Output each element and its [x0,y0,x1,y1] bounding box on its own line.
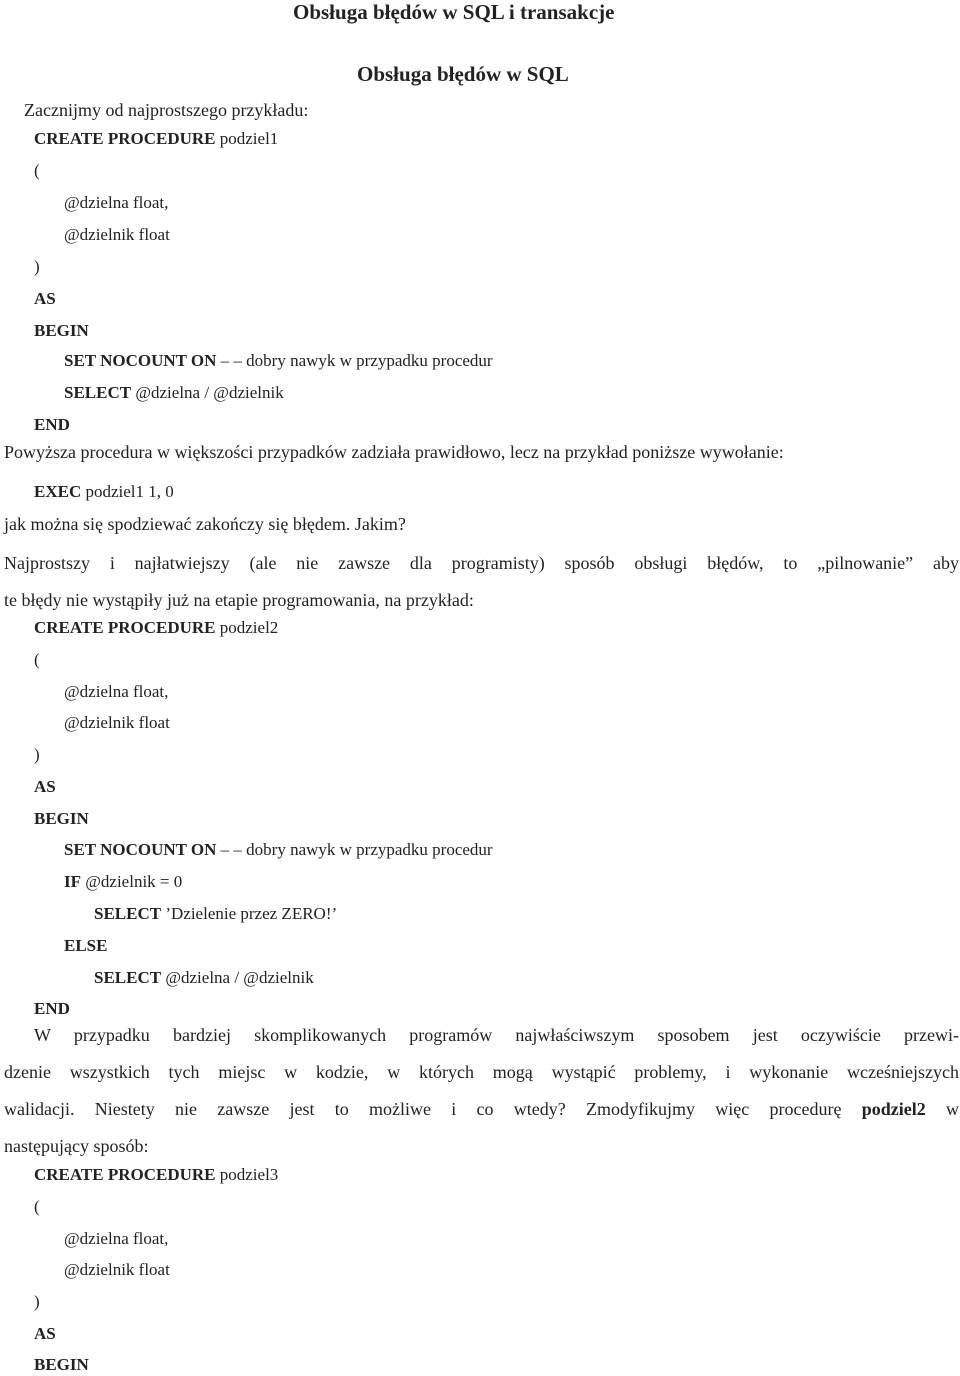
open-paren: ( [34,1197,40,1216]
open-paren: ( [34,161,40,180]
exec-line [34,481,174,503]
paragraph-text: walidacji. Niestety nie zawsze jest to możliwe i co wtedy? Zmodyfikujmy więc procedurę [4,1099,842,1119]
begin-keyword: BEGIN [34,809,89,828]
select-keyword: SELECT [64,383,132,402]
as-keyword: AS [34,777,56,796]
select-expression: @dzielna / @dzielnik [135,383,284,402]
set-nocount-line [64,350,493,372]
paragraph-line [4,1098,959,1120]
procedure-name: podziel2 [219,618,279,637]
select-line [94,967,314,989]
end-keyword: END [34,415,70,434]
if-keyword: IF [64,872,81,891]
set-nocount-line [64,839,493,861]
if-line [64,871,182,893]
select-expression: ’Dzielenie przez ZERO!’ [165,904,338,923]
close-paren: ) [34,1292,40,1311]
select-line [94,903,337,925]
param-line: @dzielna float, [64,1229,169,1248]
code-comment: – – dobry nawyk w przypadku procedur [220,351,493,370]
proc1-create-line [34,128,278,150]
as-keyword: AS [34,289,56,308]
open-paren: ( [34,650,40,669]
param-line: @dzielna float, [64,193,169,212]
paragraph: jak można się spodziewać zakończy się błędem. Jakim? [4,514,406,534]
create-procedure-keyword: CREATE PROCEDURE [34,1165,216,1184]
proc3-create-line [34,1164,278,1186]
as-keyword: AS [34,1324,56,1343]
set-nocount-keyword: SET NOCOUNT ON [64,840,217,859]
select-expression: @dzielna / @dzielnik [165,968,314,987]
paragraph-line: te błędy nie wystąpiły już na etapie programowania, na przykład: [4,590,474,610]
close-paren: ) [34,257,40,276]
param-line: @dzielnik float [64,1260,170,1279]
else-keyword: ELSE [64,936,108,955]
create-procedure-keyword: CREATE PROCEDURE [34,618,216,637]
param-line: @dzielnik float [64,225,170,244]
paragraph-line: następujący sposób: [4,1136,149,1156]
select-keyword: SELECT [94,904,162,923]
param-line: @dzielnik float [64,713,170,732]
param-line: @dzielna float, [64,682,169,701]
procedure-name: podziel3 [219,1165,279,1184]
begin-keyword: BEGIN [34,321,89,340]
paragraph-line: Najprostszy i najłatwiejszy (ale nie zawsze dla programisty) sposób obsługi błędów, to „pilnowanie” aby [4,553,959,573]
code-comment: – – dobry nawyk w przypadku procedur [220,840,493,859]
procedure-name: podziel1 [219,129,279,148]
close-paren: ) [34,745,40,764]
create-procedure-keyword: CREATE PROCEDURE [34,129,216,148]
intro-text: Zacznijmy od najprostszego przykładu: [24,100,309,120]
paragraph-line: dzenie wszystkich tych miejsc w kodzie, w których mogą wystąpić problemy, i wykonanie wcześniejszych [4,1062,959,1082]
paragraph-line: W przypadku bardziej skomplikowanych programów najwłaściwszym sposobem jest oczywiście przewi- [34,1025,959,1045]
if-condition: @dzielnik = 0 [85,872,183,891]
page-header: Obsługa błędów w SQL i transakcje [293,0,615,24]
paragraph: Powyższa procedura w większości przypadków zadziała prawidłowo, lecz na przykład poniższe wywołanie: [4,442,784,462]
proc2-create-line [34,617,278,639]
paragraph-text: w [946,1099,960,1119]
select-line [64,382,284,404]
end-keyword: END [34,999,70,1018]
section-title: Obsługa błędów w SQL [357,62,569,86]
procedure-reference: podziel2 [861,1099,926,1119]
begin-keyword: BEGIN [34,1355,89,1374]
exec-keyword: EXEC [34,482,82,501]
set-nocount-keyword: SET NOCOUNT ON [64,351,217,370]
exec-arguments: podziel1 1, 0 [85,482,174,501]
select-keyword: SELECT [94,968,162,987]
